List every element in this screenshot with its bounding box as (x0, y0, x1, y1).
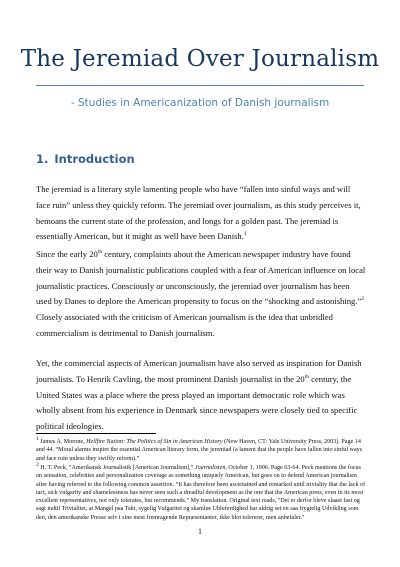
document-subtitle: - Studies in Americanization of Danish journalism (70, 97, 330, 109)
paragraph-2-text-a: Since the early 20 (36, 249, 98, 259)
footnote-ref-2[interactable]: 2 (361, 296, 365, 303)
ordinal-suffix: th (97, 249, 103, 256)
footnote-2 (36, 461, 366, 522)
footnote-1-book-title: Hellfire Nation: The Politics of Sin in American History (86, 439, 223, 445)
footnote-2-text-a: H. T. Peck, “Amerikansk Journalistik [American Journalism],” (38, 465, 195, 471)
footnote-1-text-b: (New Haven, CT: Yale University Press, 2003). Page 14 and 44. “Moral alarms inspire the essential American literary form, the jeremiad (a lament that the people have fallen into sinful ways and face ruin unless they swiftly reform).” (36, 439, 363, 462)
paragraph-2 (36, 247, 366, 342)
footnote-2-journal: Journalisten (194, 465, 226, 471)
document-title: The Jeremiad Over Journalism (20, 46, 380, 72)
paragraph-3-text-b: century, the United States was a place where the press played an important democratic role which was wholly absent from his experience in Denmark since newspapers were closely tied to specific political ideologies. (36, 373, 358, 432)
section-heading (36, 152, 135, 166)
section-number: 1. (36, 152, 49, 166)
paragraph-1 (36, 182, 366, 245)
footnote-2-number: 2 (36, 461, 39, 468)
section-title: Introduction (54, 152, 135, 166)
footnote-1-text-a: James A. Morone, (38, 439, 87, 445)
footnote-ref-1[interactable]: 1 (243, 231, 247, 238)
paragraph-2-text-c: Closely associated with the criticism of American journalism is the idea that unbridled commercialism is detrimental to Danish journalism. (36, 312, 333, 338)
page-number: 1 (198, 527, 202, 536)
paragraph-3-text-a: Yet, the commercial aspects of American journalism have also served as inspiration for Danish journalists. To Henrik Cavling, the most prominent Danish journalist in the 20 (36, 358, 362, 384)
footnote-1 (36, 435, 366, 463)
footnote-separator (36, 433, 156, 434)
paragraph-2-text-b: century, complaints about the American newspaper industry have found their way to Danish journalistic publications coupled with a fear of American influence on local journalistic practices. Consciously or unconsciously, the jeremiad over journalism has been used by Danes to deplore the American propensity to focus on the “shocking and astonishing.” (36, 249, 366, 307)
ordinal-suffix: th (304, 373, 310, 380)
paragraph-1-text: The jeremiad is a literary style lamenting people who have “fallen into sinful ways and will face ruin” unless they quickly reform. The jeremiad over journalism, as this study perceives it, bemoans the current state of the profession, and longs for a golden past. The jeremiad is essentially American, but it might as well have been Danish. (36, 184, 361, 242)
title-rule (36, 85, 364, 86)
paragraph-3 (36, 356, 366, 435)
footnote-2-text-b: , October 1, 1906. Page 63-64. Peck mentions the focus on sensation, celebrities and personalization coverage as something uniquely American, but goes on to defend American journalism after having referred to the following common assertion. “It has therefore been ascertained and remarked until triviality that the lack of tact, sick vulgarity and shamelessness has never seen such a dreadful development as the one that the American press, even in its most excellent representatives, not only tolerates, but recommends.” My translation. Original text reads, "Det er derfor bleve slaaet fast og sagt indtil Trivialitet, at Mangel paa Takt, sygelig Vulgaritet og skamløs Ubluferdighed har aldrig set en saa frygtelig Udvikling som den, den amerikanske Presse selv i sine mest fremragende Repræsentanter, ikke blot tolererer, men anbefaler." (36, 465, 366, 521)
footnote-1-number: 1 (36, 435, 39, 442)
